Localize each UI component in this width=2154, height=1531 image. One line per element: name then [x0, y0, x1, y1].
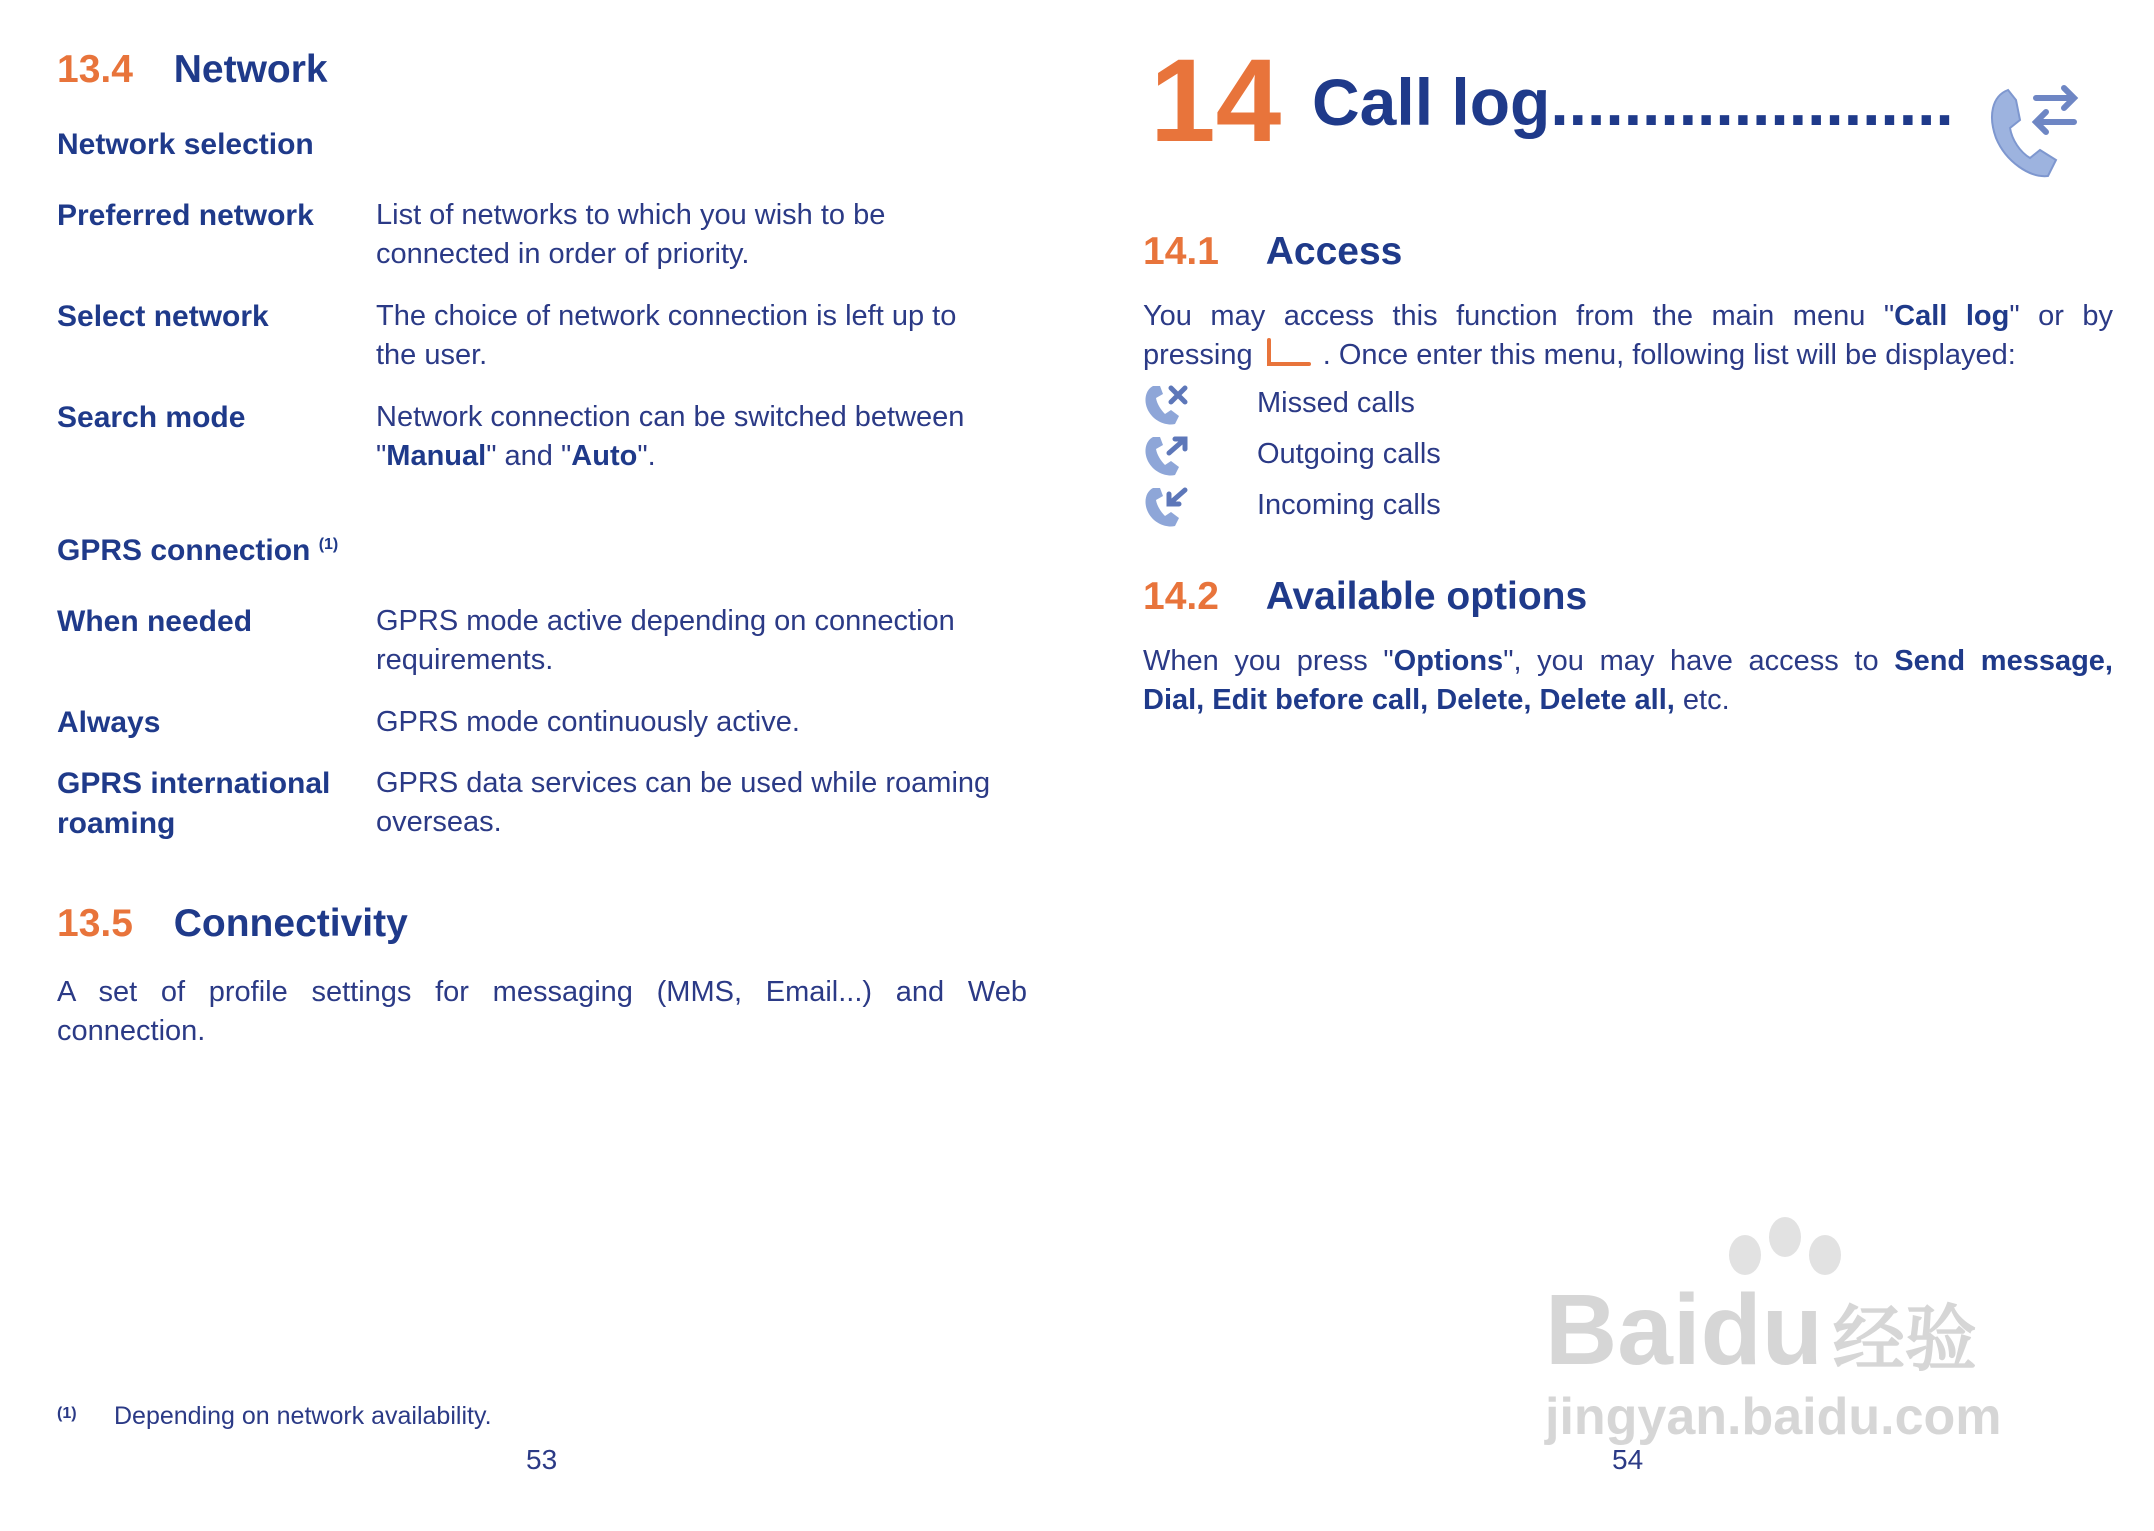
- section-13-4-heading: [57, 48, 328, 92]
- baidu-watermark: [1545, 1215, 2045, 1455]
- watermark-brand-a: Bai: [1545, 1274, 1701, 1386]
- watermark-brand-cn: 经验: [1832, 1300, 1977, 1380]
- term-when-needed: When needed: [57, 605, 253, 638]
- list-item-label: Outgoing calls: [1257, 438, 1441, 470]
- term-search-mode: Search mode: [57, 401, 246, 434]
- section-title: Network: [173, 48, 328, 91]
- missed-call-icon: [1143, 382, 1191, 431]
- desc-when-needed: GPRS mode active depending on connection requirements.: [376, 605, 955, 676]
- section-number: 13.4: [57, 48, 133, 91]
- footnote-mark: (1): [57, 1405, 77, 1422]
- page-number-53: 53: [526, 1444, 558, 1475]
- call-key-icon: [1265, 338, 1311, 379]
- term-always: Always: [57, 706, 161, 739]
- desc-search-mode: Network connection can be switched between "Manual" and "Auto".: [376, 401, 965, 472]
- term-preferred-network: Preferred network: [57, 199, 314, 232]
- access-paragraph: You may access this function from the main menu "Call log" or by pressing . Once enter this menu, following list will be displayed:: [1143, 297, 2113, 379]
- page-number-54: 54: [1612, 1444, 1644, 1475]
- section-14-1-heading: [1143, 230, 1402, 274]
- section-title: Connectivity: [173, 902, 408, 945]
- section-number: 14.1: [1143, 230, 1219, 273]
- footnote-ref: (1): [318, 536, 339, 553]
- desc-always: GPRS mode continuously active.: [376, 706, 800, 738]
- list-item-label: Incoming calls: [1257, 489, 1441, 521]
- term-select-network: Select network: [57, 300, 269, 333]
- list-item-label: Missed calls: [1257, 387, 1415, 419]
- outgoing-call-icon: [1143, 433, 1191, 482]
- section-14-2-heading: [1143, 575, 1587, 619]
- section-number: 13.5: [57, 902, 133, 945]
- chapter-title: Call log......................: [1312, 65, 1954, 139]
- term-gprs-international-roaming: GPRS international roaming: [57, 767, 331, 840]
- network-selection-heading: Network selection: [57, 128, 314, 161]
- connectivity-paragraph: A set of profile settings for messaging (MMS, Email...) and Web connection.: [57, 976, 1027, 1047]
- incoming-call-icon: [1143, 484, 1191, 533]
- section-13-5-heading: [57, 902, 408, 946]
- desc-preferred-network: List of networks to which you wish to be connected in order of priority.: [376, 199, 886, 270]
- section-number: 14.2: [1143, 575, 1219, 618]
- desc-select-network: The choice of network connection is left up to the user.: [376, 300, 957, 371]
- section-title: Access: [1265, 230, 1403, 273]
- options-paragraph: When you press "Options", you may have access to Send message, Dial, Edit before call, Delete, Delete all, etc.: [1143, 645, 2113, 716]
- desc-gprs-international-roaming: GPRS data services can be used while roaming overseas.: [376, 767, 991, 838]
- watermark-brand-b: du: [1700, 1274, 1823, 1386]
- gprs-connection-heading: GPRS connection $^{(1)}$: [57, 534, 339, 567]
- watermark-url: jingyan.baidu.com: [1545, 1388, 2002, 1446]
- call-log-chapter-icon: [1978, 76, 2088, 186]
- footnote-text: Depending on network availability.: [114, 1402, 492, 1430]
- chapter-number: 14: [1150, 35, 1282, 167]
- section-title: Available options: [1265, 575, 1588, 618]
